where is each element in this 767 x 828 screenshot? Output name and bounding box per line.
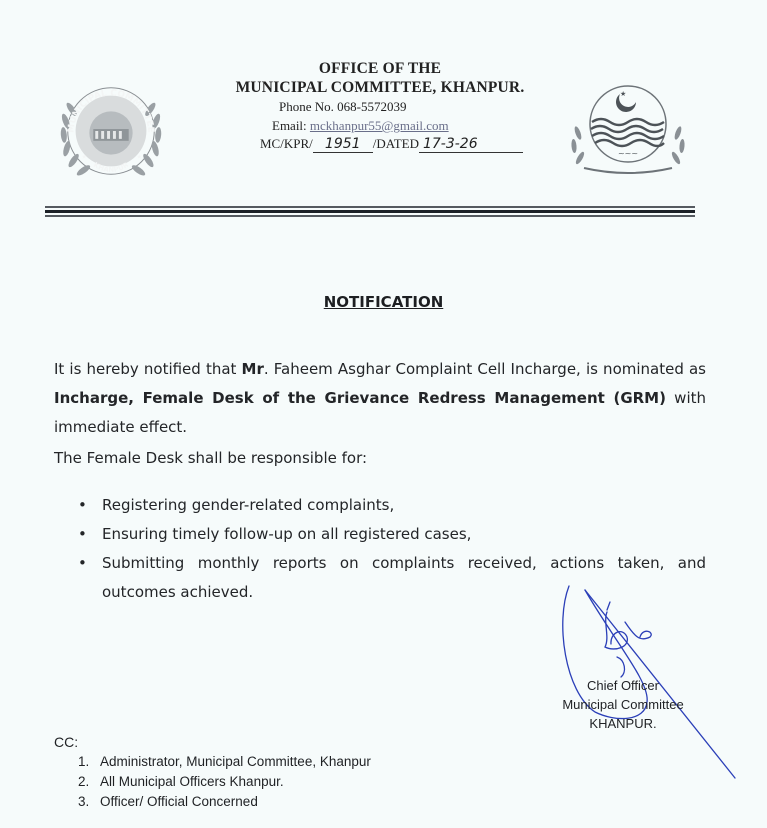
cc-item: 2. All Municipal Officers Khanpur. xyxy=(78,774,284,789)
office-title-line2: MUNICIPAL COMMITTEE, KHANPUR. xyxy=(235,79,525,96)
ref-date: 17-3-26 xyxy=(419,136,523,153)
notification-paragraph xyxy=(54,355,706,442)
p1-designation: Incharge, Female Desk of the Grievance Redress Management (GRM) xyxy=(54,389,666,407)
ref-dated-label: /DATED xyxy=(372,136,419,151)
email-link[interactable]: mckhanpur55@gmail.com xyxy=(309,118,449,133)
svg-text:★: ★ xyxy=(136,154,142,161)
signatory-block xyxy=(548,676,698,733)
signatory-office: Municipal Committee xyxy=(562,697,684,712)
document-title: NOTIFICATION xyxy=(323,293,444,311)
cc-label: CC: xyxy=(54,734,79,750)
signatory-title: Chief Officer xyxy=(586,678,659,693)
punjab-government-emblem-icon xyxy=(562,78,694,184)
svg-text:★: ★ xyxy=(620,90,627,98)
reference-line xyxy=(260,136,540,153)
ref-number: 1951 xyxy=(313,136,373,153)
cc-item: 1. Administrator, Municipal Committee, Khanpur xyxy=(78,754,371,769)
list-item: • Ensuring timely follow-up on all registered cases, xyxy=(78,520,706,549)
svg-text:~~~: ~~~ xyxy=(617,149,639,158)
email-line xyxy=(272,118,540,134)
ref-prefix: MC/KPR/ xyxy=(260,136,313,151)
cc-list xyxy=(78,752,371,812)
phone-number: Phone No. 068-5572039 xyxy=(279,99,407,114)
list-item: • Submitting monthly reports on complaints received, actions taken, and outcomes achieved. xyxy=(78,549,706,607)
municipal-committee-seal-icon xyxy=(52,72,170,190)
p1-intro: It is hereby notified that xyxy=(54,360,242,378)
office-title-line1: OFFICE OF THE xyxy=(318,60,442,77)
cc-item: 3. Officer/ Official Concerned xyxy=(78,794,258,809)
svg-text:MUNICIPAL COMMITTEE: MUNICIPAL COMMITTEE xyxy=(66,88,156,134)
header-divider xyxy=(45,204,695,218)
svg-text:★: ★ xyxy=(81,154,87,161)
p1-end: with immediate effect. xyxy=(54,389,706,436)
responsibilities-intro: The Female Desk shall be responsible for: xyxy=(54,449,368,467)
letterhead xyxy=(220,60,540,153)
list-item: • Registering gender-related complaints, xyxy=(78,491,706,520)
p1-mr: Mr xyxy=(241,360,264,378)
email-label: Email: xyxy=(272,118,310,133)
svg-text:KHANPUR: KHANPUR xyxy=(91,160,131,174)
signatory-location: KHANPUR. xyxy=(589,716,657,731)
p1-name: . Faheem Asghar Complaint Cell Incharge, is nominated as xyxy=(263,360,706,378)
